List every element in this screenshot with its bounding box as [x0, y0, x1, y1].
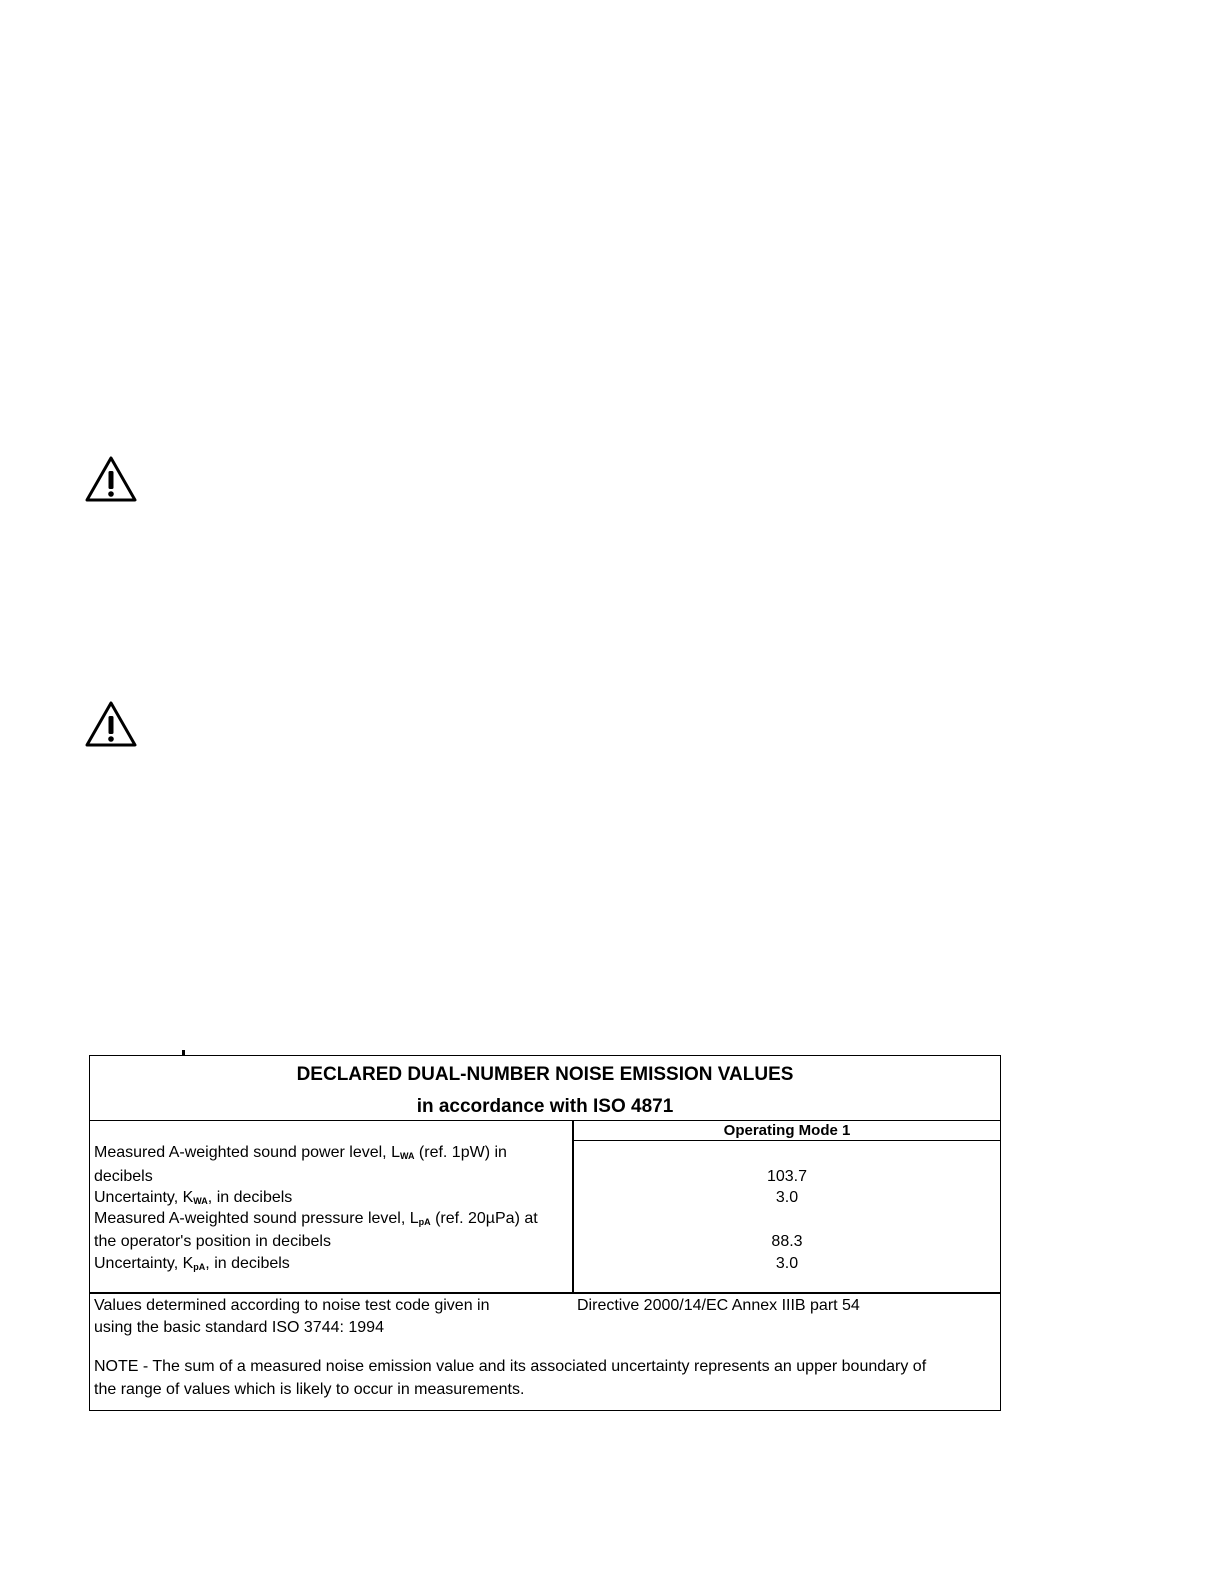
uncertainty-kpa-label: Uncertainty, $K_{pA}$, in decibels: [94, 1255, 290, 1272]
note-line2: the range of values which is likely to occur in measurements.: [94, 1381, 525, 1398]
sound-pressure-label-line2: the operator's position in decibels: [94, 1233, 331, 1250]
determined-directive: Directive 2000/14/EC Annex IIIB part 54: [577, 1297, 860, 1314]
sound-power-label-line2: decibels: [94, 1168, 153, 1185]
sound-power-value: 103.7: [766, 1168, 808, 1185]
uncertainty-kpa-value: 3.0: [775, 1255, 799, 1272]
noise-emission-table: [89, 1055, 1001, 1411]
sound-pressure-value: 88.3: [771, 1233, 803, 1250]
table-title-line2: in accordance with ISO 4871: [416, 1096, 674, 1117]
determined-text-line2: using the basic standard ISO 3744: 1994: [94, 1319, 384, 1336]
determined-text-line1: Values determined according to noise test code given in: [94, 1297, 490, 1314]
uncertainty-kwa-label: Uncertainty, $K_{WA}$, in decibels: [94, 1189, 293, 1206]
warning-triangle-icon: [84, 700, 138, 748]
table-title: [90, 1056, 1000, 1121]
sound-pressure-label-line1: Measured A-weighted sound pressure level, $L_{pA}$ (ref. 20µPa) at: [94, 1210, 538, 1227]
sound-power-label-line1: Measured A-weighted sound power level, $L_{WA}$ (ref. 1pW) in: [94, 1144, 507, 1161]
table-title-line1: DECLARED DUAL-NUMBER NOISE EMISSION VALUES: [296, 1064, 794, 1085]
footer-divider: [90, 1292, 1000, 1294]
operating-mode-header: Operating Mode 1: [574, 1120, 1000, 1141]
warning-triangle-icon: [84, 455, 138, 503]
note-line1: NOTE - The sum of a measured noise emission value and its associated uncertainty represents an upper boundary of: [94, 1358, 927, 1375]
uncertainty-kwa-value: 3.0: [775, 1189, 799, 1206]
